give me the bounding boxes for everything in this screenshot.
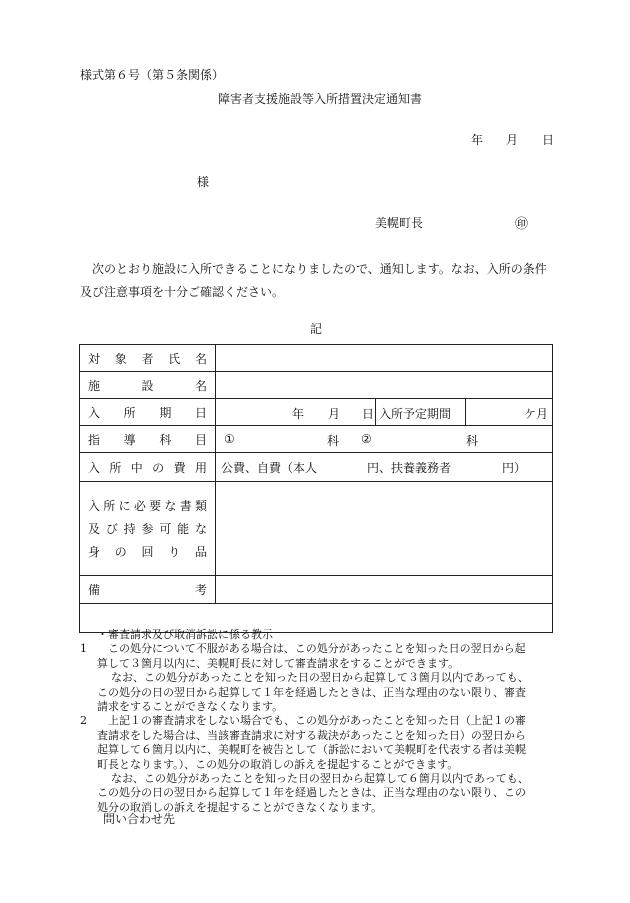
date-day: 日	[542, 133, 555, 147]
note-2-text-1: 上記１の審査請求をしない場合でも、この処分があったことを知った日（上記１の審	[108, 714, 526, 728]
addressee-suffix: 様	[197, 175, 210, 189]
label-char: 施	[88, 378, 101, 393]
period-date-field[interactable]	[216, 399, 376, 426]
label-char: 用	[194, 460, 207, 475]
instruction-notes	[80, 628, 560, 815]
name-field[interactable]	[216, 345, 553, 372]
label-char: 日	[194, 405, 207, 420]
row-name	[80, 345, 553, 372]
cost-text-1: 公費、自費（本人	[221, 461, 318, 475]
issuer-name: 美幌町長	[375, 216, 424, 230]
label-char: 入	[88, 499, 101, 513]
label-char: 対	[88, 351, 101, 366]
row-items	[80, 482, 553, 576]
label-char: 及	[88, 522, 101, 536]
label-char: 能	[177, 522, 190, 536]
label-char: 書	[179, 499, 192, 513]
subject-ka-2: 科	[466, 434, 479, 448]
label-char: 目	[194, 432, 207, 447]
row-remarks	[80, 576, 553, 604]
label-char: び	[105, 522, 118, 536]
note-2-number: 2	[80, 714, 87, 728]
form-number: 様式第６号（第５条関係）	[80, 68, 225, 82]
note-1-text-1: この処分について不服がある場合は、この処分があったことを知った日の翌日から起	[108, 642, 526, 656]
planned-period-label	[376, 399, 466, 426]
contact-label: 問い合わせ先	[103, 812, 176, 826]
label-char: り	[168, 545, 181, 559]
note-2-line-5: なお、この処分があったことを知った日の翌日から起算して６箇月以内であっても、	[111, 772, 529, 786]
label-char: 備	[88, 583, 101, 597]
cost-text-2: 円、扶養義務者	[367, 461, 452, 475]
label-char: 名	[194, 351, 207, 366]
period-month: 月	[328, 407, 341, 421]
note-2-line-2: 査請求をした場合は、当該審査請求に対する裁決があったことを知った日）の翌日から	[97, 728, 526, 742]
row-period	[80, 399, 553, 426]
label-char: 類	[194, 499, 207, 513]
lead-paragraph	[80, 258, 555, 304]
subject-label	[80, 426, 216, 453]
row-facility	[80, 372, 553, 399]
planned-unit: ケ月	[524, 407, 549, 421]
label-char: 中	[130, 460, 143, 475]
note-1-line-2: 算して３箇月以内に、美幌町長に対して審査請求をすることができます。	[97, 656, 460, 670]
notes-heading: ・審査請求及び取消訴訟に係る教示	[97, 628, 273, 641]
lead-text: 次のとおり施設に入所できることになりましたので、通知します。なお、入所の条件及び注意事項を十分ご確認ください。	[80, 262, 547, 299]
label-char: 入	[88, 460, 101, 475]
label-char: な	[164, 499, 177, 513]
row-cost	[80, 453, 553, 482]
name-label	[80, 345, 216, 372]
period-year: 年	[292, 407, 305, 421]
note-2-line-1	[80, 714, 560, 728]
note-2-line-3: 起算して６箇月以内に、美幌町を被告として（訴訟において美幌町を代表する者は美幌	[97, 743, 526, 757]
note-1-line-4: この処分の日の翌日から起算して１年を経過したときは、正当な理由のない限り、審査	[97, 685, 526, 699]
label-char: 所	[123, 405, 136, 420]
label-char: 考	[194, 583, 207, 597]
subject-ka-1: 科	[327, 434, 340, 448]
row-subject	[80, 426, 553, 453]
note-2-line-7: 処分の取消しの訴えを提起することができなくなります。	[97, 800, 383, 814]
remarks-field[interactable]	[216, 576, 553, 604]
label-char: 可	[159, 522, 172, 536]
label-char: 要	[149, 499, 162, 513]
note-2-line-4: 町長となります。）、この処分の取消しの訴えを提起することができます。	[97, 757, 459, 771]
label-char: 氏	[168, 351, 181, 366]
label-char: 回	[141, 545, 154, 559]
label-char: 象	[114, 351, 127, 366]
label-char: 費	[173, 460, 186, 475]
date-year: 年	[471, 133, 484, 147]
label-char: に	[118, 499, 131, 513]
label-char: の	[114, 545, 127, 559]
label-char: 導	[123, 432, 136, 447]
label-char: 所	[103, 499, 116, 513]
subject-field[interactable]	[216, 426, 553, 453]
date-month: 月	[506, 133, 519, 147]
planned-label-text: 入所予定期間	[379, 407, 452, 421]
cost-text-3: 円）	[502, 461, 527, 475]
cost-field[interactable]	[216, 453, 553, 482]
label-char: な	[194, 522, 207, 536]
facility-label	[80, 372, 216, 399]
document-title: 障害者支援施設等入所措置決定通知書	[218, 92, 423, 106]
label-char: 所	[109, 460, 122, 475]
items-label	[80, 482, 216, 576]
ki-marker: 記	[310, 322, 323, 336]
label-char: 必	[133, 499, 146, 513]
facility-field[interactable]	[216, 372, 553, 399]
items-field[interactable]	[216, 482, 553, 576]
label-char: 者	[141, 351, 154, 366]
period-day: 日	[362, 407, 375, 421]
planned-period-field[interactable]	[466, 399, 553, 426]
label-char: の	[152, 460, 165, 475]
cost-label	[80, 453, 216, 482]
period-label	[80, 399, 216, 426]
note-1-line-3: なお、この処分があったことを知った日の翌日から起算して３箇月以内であっても、	[111, 671, 529, 685]
label-char: 持	[123, 522, 136, 536]
note-1-number: 1	[80, 642, 87, 656]
seal-mark: ㊞	[515, 217, 529, 232]
label-char: 名	[194, 378, 207, 393]
label-char: 参	[141, 522, 154, 536]
label-char: 指	[88, 432, 101, 447]
note-1-line-1	[80, 642, 560, 656]
placement-table	[79, 344, 553, 633]
note-2-line-6: この処分の日の翌日から起算して１年を経過したときは、正当な理由のない限り、この	[97, 786, 526, 800]
subject-2: ②	[361, 432, 372, 446]
label-char: 期	[159, 405, 172, 420]
label-char: 身	[88, 545, 101, 559]
label-char: 科	[159, 432, 172, 447]
note-1-line-5: 請求をすることができなくなります。	[97, 700, 284, 714]
label-char: 設	[141, 378, 154, 393]
label-char: 品	[194, 545, 207, 559]
label-char: 入	[88, 405, 101, 420]
subject-1: ①	[224, 432, 235, 446]
remarks-label	[80, 576, 216, 604]
